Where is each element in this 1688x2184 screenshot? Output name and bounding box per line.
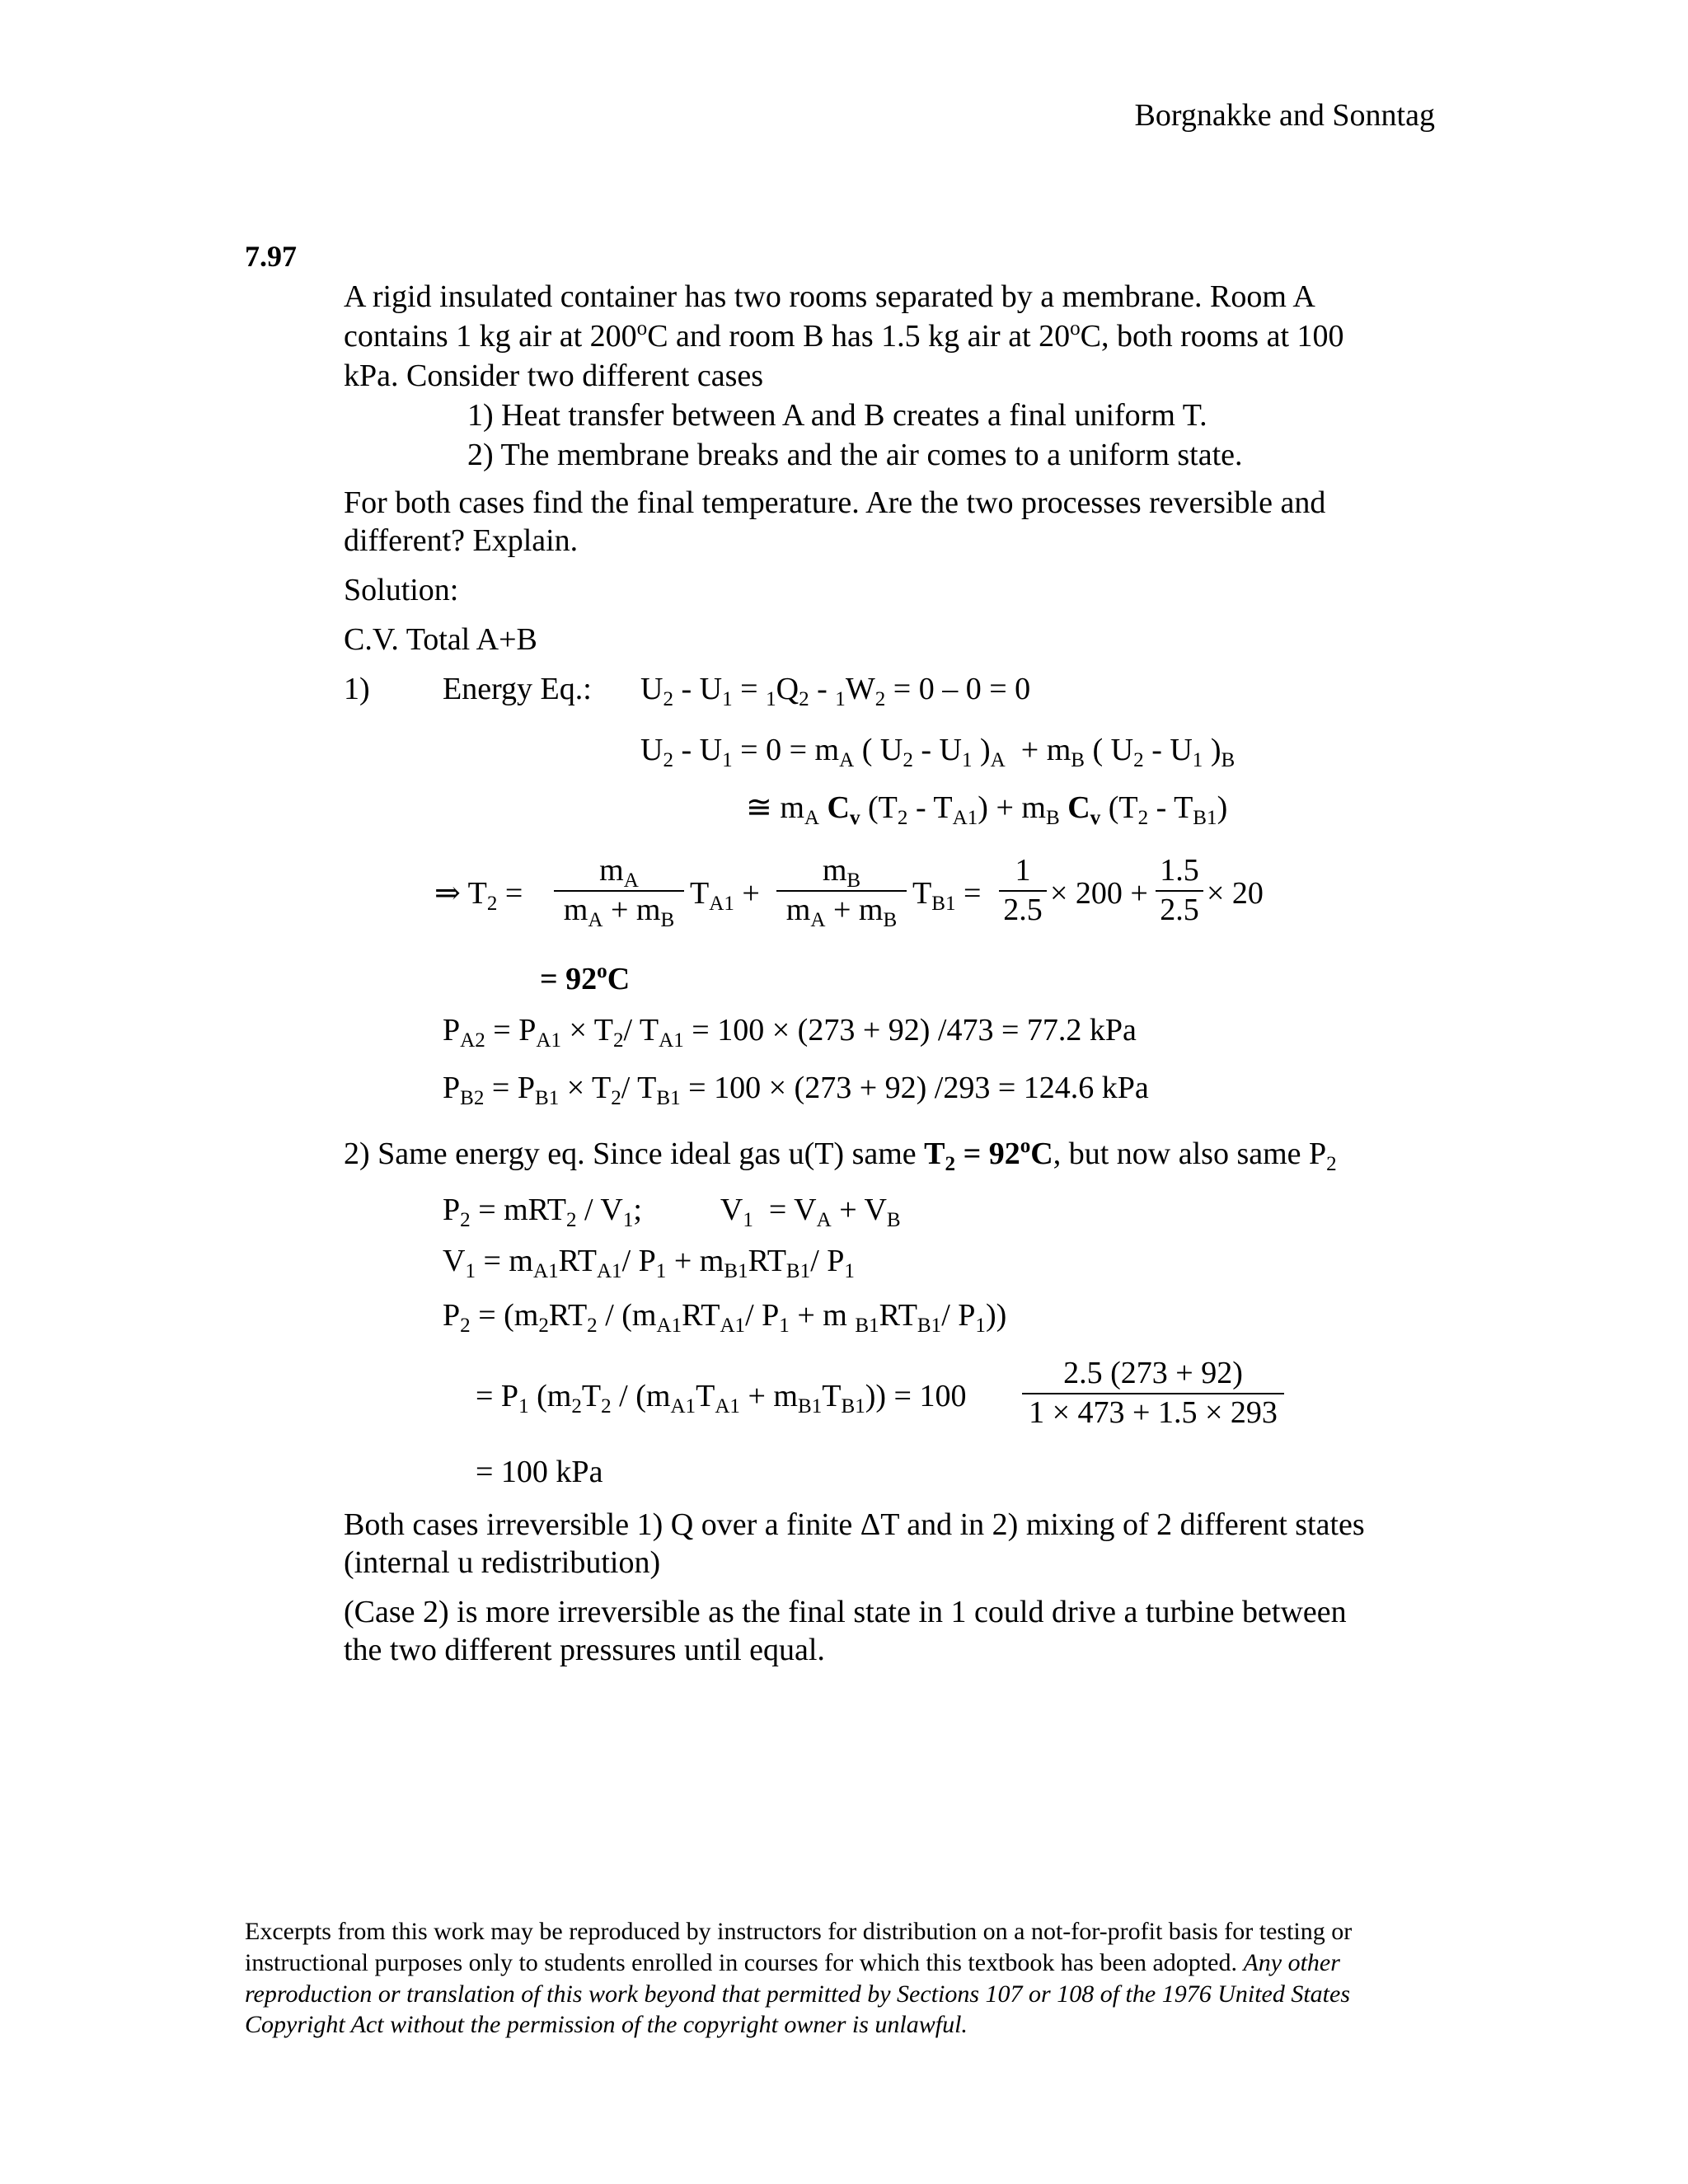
conclusion-line-1: Both cases irreversible 1) Q over a finite ΔT and in 2) mixing of 2 different states	[344, 1507, 1365, 1542]
conclusion-line-3: (Case 2) is more irreversible as the final state in 1 could drive a turbine between	[344, 1595, 1347, 1629]
conclusion-line-2: (internal u redistribution)	[344, 1545, 661, 1580]
problem-case-2: 2) The membrane breaks and the air comes to a uniform state.	[467, 438, 1243, 472]
v1-equation: $V_1 = m_{A1}RT_{A1}/$ $P_1 + m_{B1}RT_{B1}/$ $P_1$	[443, 1244, 855, 1283]
problem-case-1: 1) Heat transfer between A and B creates a final uniform T.	[467, 398, 1207, 433]
fraction-1-5-over-2-5: 1.5 2.5	[1156, 852, 1203, 929]
case-1-marker: 1)	[344, 672, 370, 706]
solution-label: Solution:	[344, 573, 459, 607]
page-header: Borgnakke and Sonntag	[1134, 98, 1435, 133]
ta1-term: $T_{A1}$ +	[690, 876, 760, 916]
case-2-fraction: 2.5 (273 + 92) 1 × 473 + 1.5 × 293	[1022, 1355, 1284, 1432]
case-2-intro: 2) Same energy eq. Since ideal gas u(T) same $T_2 = 92^oC$, but now also same $P_2$	[344, 1135, 1337, 1176]
energy-eq-label: Energy Eq.:	[443, 672, 592, 706]
fraction-1-over-2-5: 1 2.5	[999, 852, 1047, 929]
times-20: × 20	[1207, 876, 1264, 911]
conclusion-line-4: the two different pressures until equal.	[344, 1633, 825, 1667]
times-200: × 200 +	[1050, 876, 1148, 911]
pa2-equation: $P_{A2} = P_{A1} \times T_2/$ $T_{A1} = 100 \times (273 + 92) /473 = 77.2$ kPa	[443, 1013, 1137, 1052]
pb2-equation: $P_{B2} = P_{B1} \times T_2/$ $T_{B1} = 100 \times (273 + 92) /293 = 124.6$ kPa	[443, 1071, 1149, 1110]
p2-simplified: = $P_1$ $(m_2T_2 / (m_{A1}T_{A1} + m_{B1}T_{B1})) = 100$	[476, 1379, 967, 1418]
copyright-footer: Excerpts from this work may be reproduced by instructors for distribution on a not-for-profit basis for testing or instructional purposes only to students enrolled in courses for which this textbook has been adopted. Any other reproduction or translation of this work beyond that permitted by Sections 107 or 108 of the 1976 United States Copyright Act without the permission of the copyright owner is unlawful.	[245, 1918, 1353, 2039]
p2-expanded: $P_2 = (m_2RT_2 / (m_{A1}RT_{A1}/$ $P_1 + m$ $_{B1}RT_{B1}/$ $P_1$))	[443, 1298, 1007, 1338]
t2-lhs: ⇒ $T_2$ =	[434, 876, 523, 916]
control-volume: C.V. Total A+B	[344, 622, 537, 657]
problem-line-2: contains 1 kg air at 200$^o$C and room B has 1.5 kg air at 20$^o$C, both rooms at 100	[344, 317, 1344, 354]
problem-question-2: different? Explain.	[344, 523, 579, 558]
fraction-ma: $m_A$ $m_A + m_B$	[554, 852, 684, 929]
energy-equation-1: $U_2 - U_1 = _1Q_2 - _1W_2 = 0 - 0 = 0$	[640, 672, 1031, 711]
p2-ideal-gas: $P_2 = mRT_2 / V_1$; $V_1 = V_A + V_B$	[443, 1193, 901, 1232]
energy-equation-3: ≅ $m_A$ $C_v$ $(T_2 - T_{A1}) + m_B$ $C_v$ $(T_2 - T_{B1})$	[746, 790, 1228, 830]
problem-question-1: For both cases find the final temperature. Are the two processes reversible and	[344, 485, 1326, 520]
problem-number: 7.97	[245, 240, 297, 273]
case-1-result: = $92^oC$	[540, 960, 631, 996]
case-2-final: = 100 kPa	[476, 1455, 603, 1489]
problem-line-3: kPa. Consider two different cases	[344, 359, 764, 393]
problem-line-1: A rigid insulated container has two rooms separated by a membrane. Room A	[344, 279, 1315, 314]
energy-equation-2: $U_2 - U_1 = 0 = m_A$ ( $U_2 - U_1$ )$_A + m_B$ ( $U_2 - U_1$ )$_B$	[640, 733, 1236, 772]
tb1-term: $T_{B1}$ =	[912, 876, 982, 916]
fraction-mb: $m_B$ $m_A + m_B$	[776, 852, 907, 929]
